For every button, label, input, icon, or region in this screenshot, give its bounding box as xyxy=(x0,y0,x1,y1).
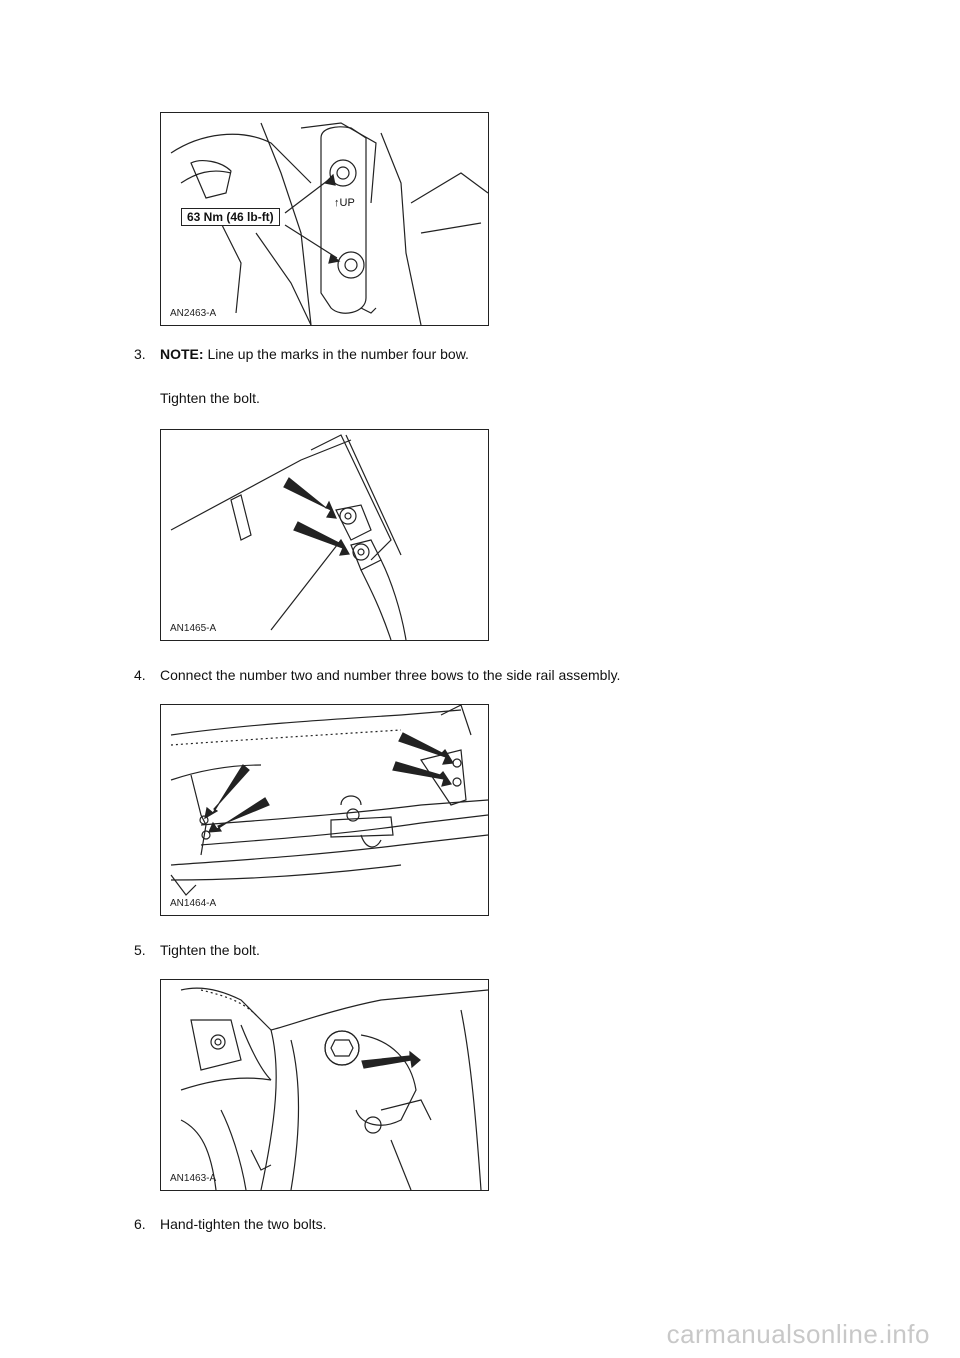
figure-an1465 xyxy=(160,429,489,641)
figure-an1463 xyxy=(160,979,489,1191)
step-text: Connect the number two and number three bows to the side rail assembly. xyxy=(160,667,621,683)
figure-an2463 xyxy=(160,112,489,326)
note-label: NOTE: xyxy=(160,346,204,362)
figure-id: AN1463-A xyxy=(170,1173,217,1184)
figure-an1464 xyxy=(160,704,489,916)
step-number: 4. xyxy=(134,667,146,683)
note-text: Line up the marks in the number four bow. xyxy=(203,346,469,362)
watermark: carmanualsonline.info xyxy=(666,1319,930,1349)
step-text: Tighten the bolt. xyxy=(160,942,260,958)
figure-id: AN1464-A xyxy=(170,898,217,909)
side-rail-illustration xyxy=(161,705,488,915)
step-3-instruction: Tighten the bolt. xyxy=(160,390,260,406)
step-note xyxy=(160,345,469,363)
bolt-detail-illustration xyxy=(161,980,488,1190)
bow-bolts-illustration xyxy=(161,430,488,640)
step-number: 5. xyxy=(134,942,146,958)
step-number: 3. xyxy=(134,346,146,362)
figure-id: AN2463-A xyxy=(170,308,217,319)
figure-id: AN1465-A xyxy=(170,623,217,634)
up-marking: ↑UP xyxy=(334,197,355,209)
step-text: Hand-tighten the two bolts. xyxy=(160,1216,327,1232)
step-number: 6. xyxy=(134,1216,146,1232)
torque-callout: 63 Nm (46 lb-ft) xyxy=(181,208,280,226)
